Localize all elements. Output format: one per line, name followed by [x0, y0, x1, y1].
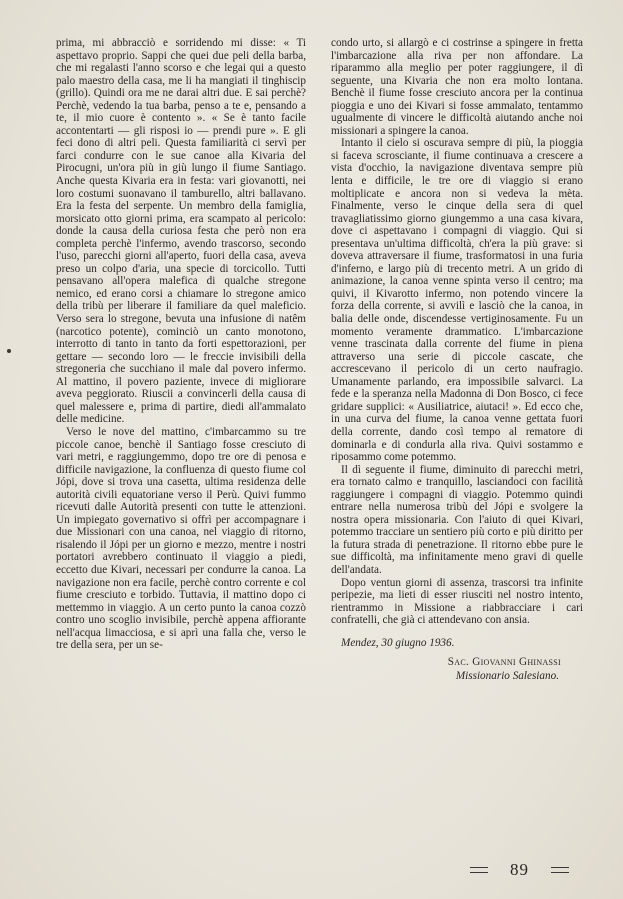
- page-footer: [470, 860, 590, 880]
- signature-name: Sac. Giovanni Ghinassi: [447, 656, 561, 669]
- paragraph: condo urto, si allargò e ci costrinse a spingere in fretta l'imbarcazione alla riva per non affondare. La riparammo alla meglio per poter raggiungere, il dì seguente, una Kivaria che non era molto lontana. Benchè il fiume fosse cresciuto ancora per la continua pioggia e uno dei Kivari si fosse ammalato, tentammo ugualmente di vincere le difficoltà aiutando anche noi missionari a spingere la canoa.: [331, 37, 583, 137]
- paragraph: prima, mi abbracciò e sorridendo mi disse: « Ti aspettavo proprio. Sappi che quei due peli della barba, che mi regalasti l'anno scorso e che legai qui a questo palo maestro della casa, me li ha mangiati il tinghiscip (grillo). Quindi ora me ne darai altri due. E sai perchè? Perchè, vedendo la tua barba, penso a te e, pensando a te, il mio cuore è contento ». « Se è tanto facile accontentarti — gli risposi io — prendi pure ». E gli feci dono di altri peli. Questa familiarità ci servì per farci condurre con le sue canoe alla Kivaria del Pirocugni, un'ora più in giù lungo il fiume Santiago. Anche questa Kivaria era in festa: vari giovanotti, nei loro costumi suonavano il tamburello, altri ballavano. Era la festa del serpente. Un membro della famiglia, morsicato otto giorni prima, era scampato al pericolo: donde la causa della curiosa festa che però non era completa perchè l'infermo, avendo trascorso, secondo l'uso, parecchi giorni all'aperto, fuori della casa, aveva preso un colpo d'aria, una specie di torcicollo. Tutti pensavano all'opera malefica di qualche stregone nemico, ed erano corsi a chiamare lo stregone amico della tribù per liberare il familiare da quel maleficio. Verso sera lo stregone, bevuta una infusione di natêm (narcotico potente), cominciò un canto monotono, interrotto di tanto in tanto da forti espettorazioni, per gettare — secondo loro — le freccie invisibili della stregoneria che succhiano il male dal povero infermo. Al mattino, il povero paziente, invece di migliorare aveva peggiorato. Riuscii a convincerli della causa di quel malessere e, prima di partire, diedi all'ammalato delle medicine.: [56, 37, 306, 426]
- right-column: [331, 37, 583, 683]
- dateline: Mendez, 30 giugno 1936.: [341, 636, 455, 649]
- paragraph: Verso le nove del mattino, c'imbarcammo su tre piccole canoe, benchè il Santiago fosse cresciuto di vari metri, e raggiungemmo, dopo tre ore di penosa e difficile navigazione, la confluenza di questo fiume col Jópi, dove si trova una casetta, ultima residenza delle autorità civili equatoriane verso il Perù. Quivi fummo ricevuti dalle Autorità presenti con tutte le attenzioni. Un impiegato governativo si offrì per accompagnare i due Missionari con una canoa, nel viaggio di ritorno, risalendo il Jópi per un giorno e mezzo, mentre i nostri portatori avrebbero continuato il viaggio a piedi, eccetto due Kivari, necessari per condurre la canoa. La navigazione non era facile, perchè contro corrente e col fiume cresciuto e torbido. Tuttavia, il mattino dopo ci mettemmo in viaggio. A un certo punto la canoa cozzò contro uno scoglio invisibile, perchè appena affiorante nell'acqua limacciosa, e si aprì una falla che, verso le tre della sera, per un se-: [56, 425, 306, 652]
- footer-ornament-icon: [551, 867, 569, 873]
- paragraph: Il dì seguente il fiume, diminuito di parecchi metri, era tornato calmo e tranquillo, lasciandoci con facilità raggiungere i compagni di viaggio. Potemmo quindi entrare nella numerosa tribù del Jópi e svolgere la nostra opera missionaria. Con l'aiuto di quei Kivari, potemmo tracciare un sentiero più corto e più diritto per la futura strada di penetrazione. Il ritorno ebbe pure le sue difficoltà, ma infinitamente meno gravi di quelle dell'andata.: [331, 463, 583, 576]
- signature-block: [331, 655, 583, 683]
- signature-role: Missionario Salesiano.: [455, 670, 559, 683]
- left-column: [56, 37, 306, 652]
- page-number: 89: [510, 860, 529, 879]
- paragraph: Dopo ventun giorni di assenza, trascorsi tra infinite peripezie, ma lieti di esser riusciti nel nostro intento, rientrammo in Missione a riabbracciare i cari confratelli, che già ci attendevano con ansia.: [331, 576, 583, 627]
- margin-mark: [7, 349, 11, 353]
- footer-ornament-icon: [470, 867, 488, 873]
- paragraph: Intanto il cielo si oscurava sempre di più, la pioggia si faceva scrosciante, il fiume continuava a crescere a vista d'occhio, la navigazione diventava sempre più lenta e difficile, le tre ore di viaggio si erano moltiplicate e ancora non si vedeva la mèta. Finalmente, verso le cinque della sera di quel travagliatissimo giorno giungemmo a una casa kivara, dove ci aspettavano i compagni di viaggio. Qui si presentava un'ultima difficoltà, ch'era la più grave: si doveva attraversare il fiume, trasformatosi in una furia d'inferno, e largo più di trecento metri. A un grido di animazione, la canoa venne spinta verso il centro; ma quivi, il Kivarotto infermo, non potendo vincere la forza della corrente, si avvilì e lasciò che la canoa, in balia delle onde, discendesse vertiginosamente. Fu un momento veramente drammatico. L'imbarcazione venne trascinata dalla corrente del fiume in piena attraverso una serie di piccole cascate, che accrescevano il pericolo di un certo naufragio. Umanamente parlando, era impossibile salvarci. La fede e la speranza nella Madonna di Don Bosco, ci fece gridare supplici: « Ausiliatrice, aiutaci! ». Ed ecco che, in una curva del fiume, la canoa venne gettata fuori della corrente, dando così tempo al rematore di dominarla e di condurla alla riva. Quivi sostammo e riposammo come potemmo.: [331, 137, 583, 464]
